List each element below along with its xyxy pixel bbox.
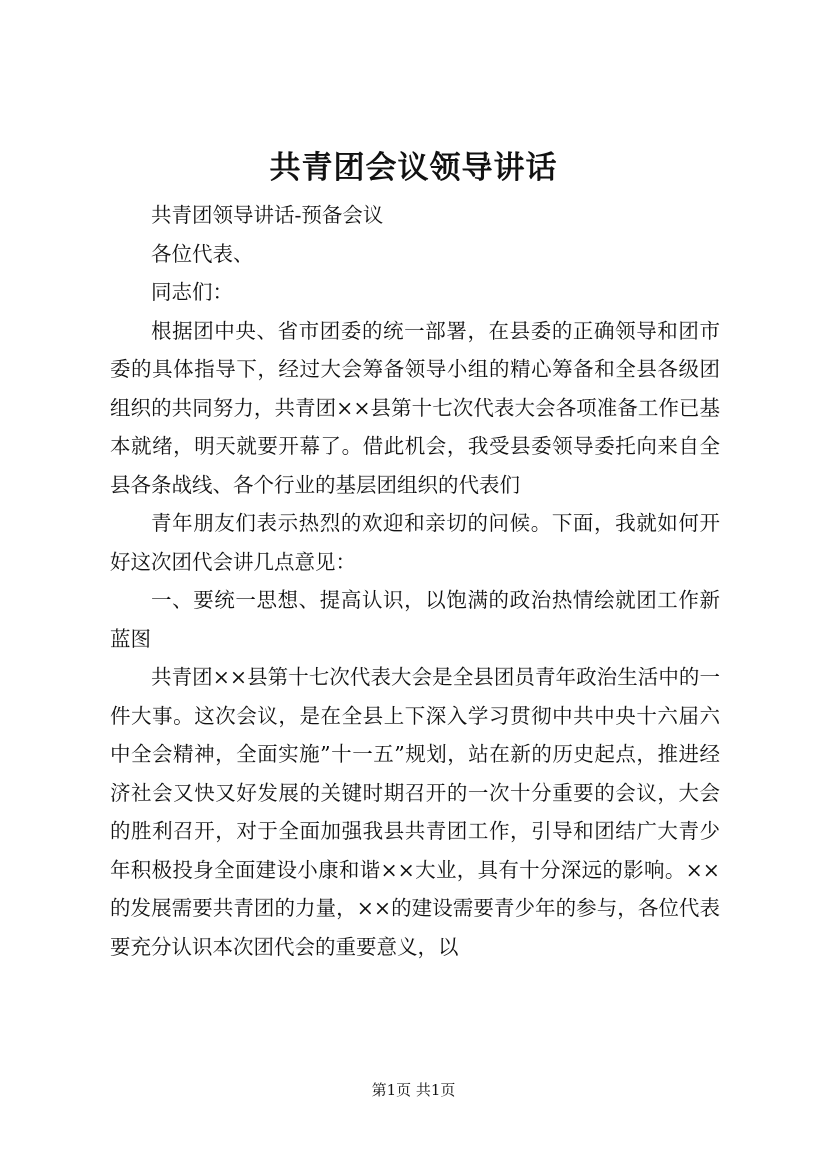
salutation-comrades: 同志们： [151, 280, 233, 304]
body-paragraph: 共青团××县第十七次代表大会是全县团员青年政治生活中的一件大事。这次会议，是在全县上下深入学习贯彻中共中央十六届六中全会精神，全面实施”十一五”规划，站在新的历史起点，推进经济社会又快又好发展的关键时期召开的一次十分重要的会议，大会的胜利召开，对于全面加强我县共青团工作，引导和团结广大青少年积极投身全面建设小康和谐××大业，具有十分深远的影响。××的发展需要共青团的力量，××的建设需要青少年的参与，各位代表要充分认识本次团代会的重要意义，以 [110, 665, 720, 959]
subtitle-paragraph: 共青团领导讲话-预备会议 [151, 203, 384, 227]
page-footer: 第1页 共1页 [371, 1081, 456, 1099]
document-title: 共青团会议领导讲话 [269, 150, 558, 186]
salutation-delegates: 各位代表、 [151, 241, 254, 266]
body-paragraph: 根据团中央、省市团委的统一部署，在县委的正确领导和团市委的具体指导下，经过大会筹备领导小组的精心筹备和全县各级团组织的共同努力，共青团××县第十七次代表大会各项准备工作已基本就绪，明天就要开幕了。借此机会，我受县委领导委托向来自全县各条战线、各个行业的基层团组织的代表们 [110, 318, 720, 497]
body-paragraph: 青年朋友们表示热烈的欢迎和亲切的问候。下面，我就如何开好这次团代会讲几点意见： [110, 511, 720, 574]
section-heading: 一、要统一思想、提高认识，以饱满的政治热情绘就团工作新蓝图 [110, 588, 720, 651]
document-body [110, 196, 720, 966]
